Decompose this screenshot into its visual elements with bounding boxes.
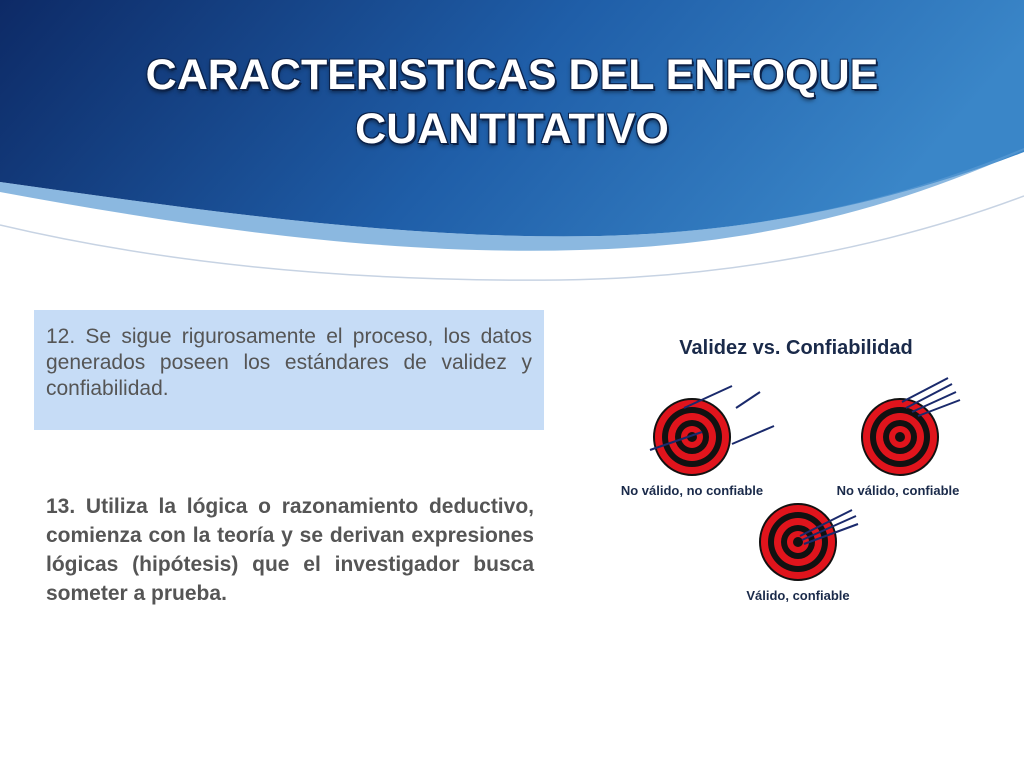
target-caption: No válido, confiable <box>836 483 960 498</box>
target-icon <box>760 504 836 580</box>
item-12-text: 12. Se sigue rigurosamente el proceso, los datos generados poseen los estándares de validez y confiabilidad. <box>46 325 532 400</box>
target-not-valid-reliable <box>837 378 960 498</box>
target-caption: Válido, confiable <box>746 588 850 603</box>
target-caption: No válido, no confiable <box>620 483 764 498</box>
item-12-box <box>34 310 544 430</box>
target-icon <box>654 399 730 475</box>
target-icon <box>862 399 938 475</box>
figure-title: Validez vs. Confiabilidad <box>679 337 913 359</box>
target-not-valid-not-reliable <box>621 386 774 498</box>
item-13-text: 13. Utiliza la lógica o razonamiento deductivo, comienza con la teoría y se derivan expresiones lógicas (hipótesis) que el investigador busca someter a prueba. <box>46 495 534 605</box>
slide-title-line-2: CUANTITATIVO <box>355 105 669 153</box>
slide-title <box>0 48 1024 156</box>
target-valid-reliable <box>746 504 858 603</box>
slide-title-line-1: CARACTERISTICAS DEL ENFOQUE <box>145 51 879 99</box>
validity-reliability-diagram <box>606 320 986 620</box>
validity-reliability-figure <box>606 320 986 620</box>
